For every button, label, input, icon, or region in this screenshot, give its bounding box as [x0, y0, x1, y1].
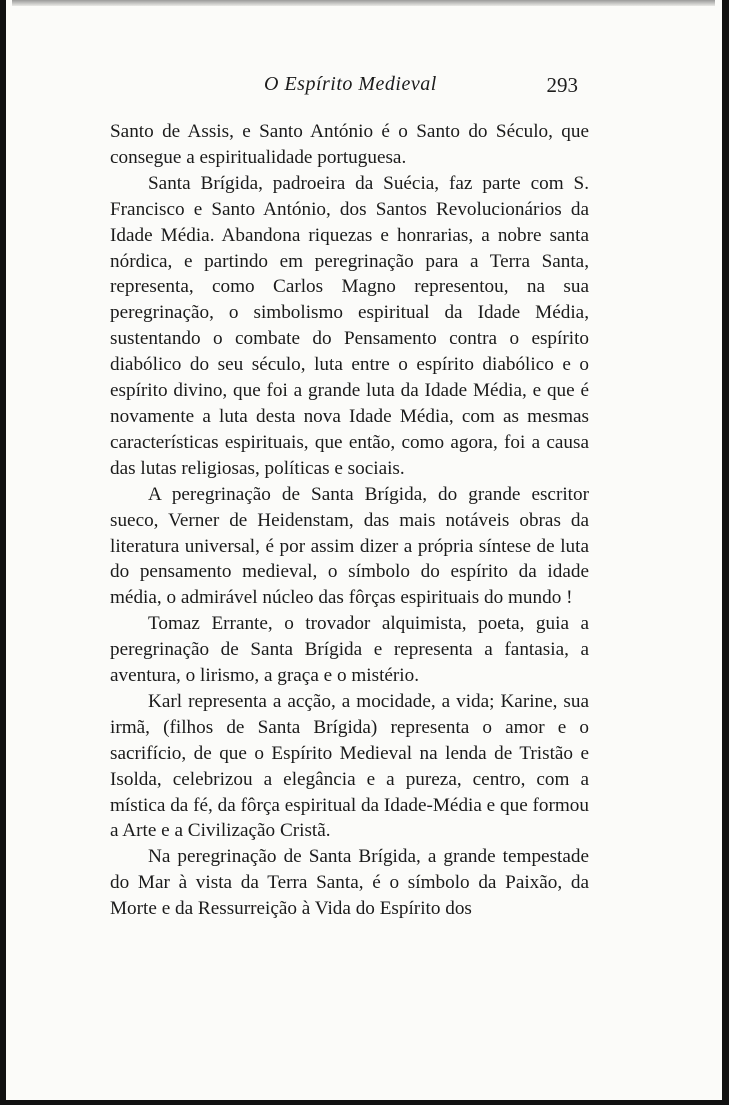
paragraph: Santa Brígida, padroeira da Suécia, faz parte com S. Francisco e Santo António, dos Santos Revolucionários da Idade Média. Abandona riquezas e honrarias, a nobre santa nórdica, e partindo em peregrinação para a Terra Santa, representa, como Carlos Magno representou, na sua peregrinação, o simbolismo espiritual da Idade Média, sustentando o combate do Pensamento contra o espírito diabólico do seu século, luta entre o espírito diabólico e o espírito divino, que foi a grande luta da Idade Média, e que é novamente a luta desta nova Idade Média, com as mesmas características espirituais, que então, como agora, foi a causa das lutas religiosas, políticas e sociais. [110, 172, 589, 479]
paragraph: Karl representa a acção, a mocidade, a vida; Karine, sua irmã, (filhos de Santa Brígida) representa o amor e o sacrifício, de que o Espírito Medieval na lenda de Tristão e Isolda, celebrizou a elegância e a pureza, centro, com a mística da fé, da fôrça espiritual da Idade-Média e que formou a Arte e a Civilização Cristã. [110, 690, 589, 842]
running-title: O Espírito Medieval [264, 73, 437, 95]
paragraph: Tomaz Errante, o trovador alquimista, poeta, guia a peregrinação de Santa Brígida e representa a fantasia, a aventura, o lirismo, a graça e o mistério. [110, 613, 589, 687]
body-text [110, 119, 589, 922]
paragraph: A peregrinação de Santa Brígida, do grande escritor sueco, Verner de Heidenstam, das mais notáveis obras da literatura universal, é por assim dizer a própria síntese de luta do pensamento medieval, o símbolo do espírito da idade média, o admirável núcleo das fôrças espirituais do mundo ! [110, 483, 589, 609]
page-number: 293 [546, 73, 578, 97]
scan-top-edge [12, 0, 715, 6]
paragraph-continuation: Santo de Assis, e Santo António é o Santo do Século, que consegue a espiritualidade portuguesa. [110, 121, 589, 168]
running-header [106, 73, 592, 101]
paragraph: Na peregrinação de Santa Brígida, a grande tempestade do Mar à vista da Terra Santa, é o símbolo da Paixão, da Morte e da Ressurreição à Vida do Espírito dos [110, 846, 589, 920]
